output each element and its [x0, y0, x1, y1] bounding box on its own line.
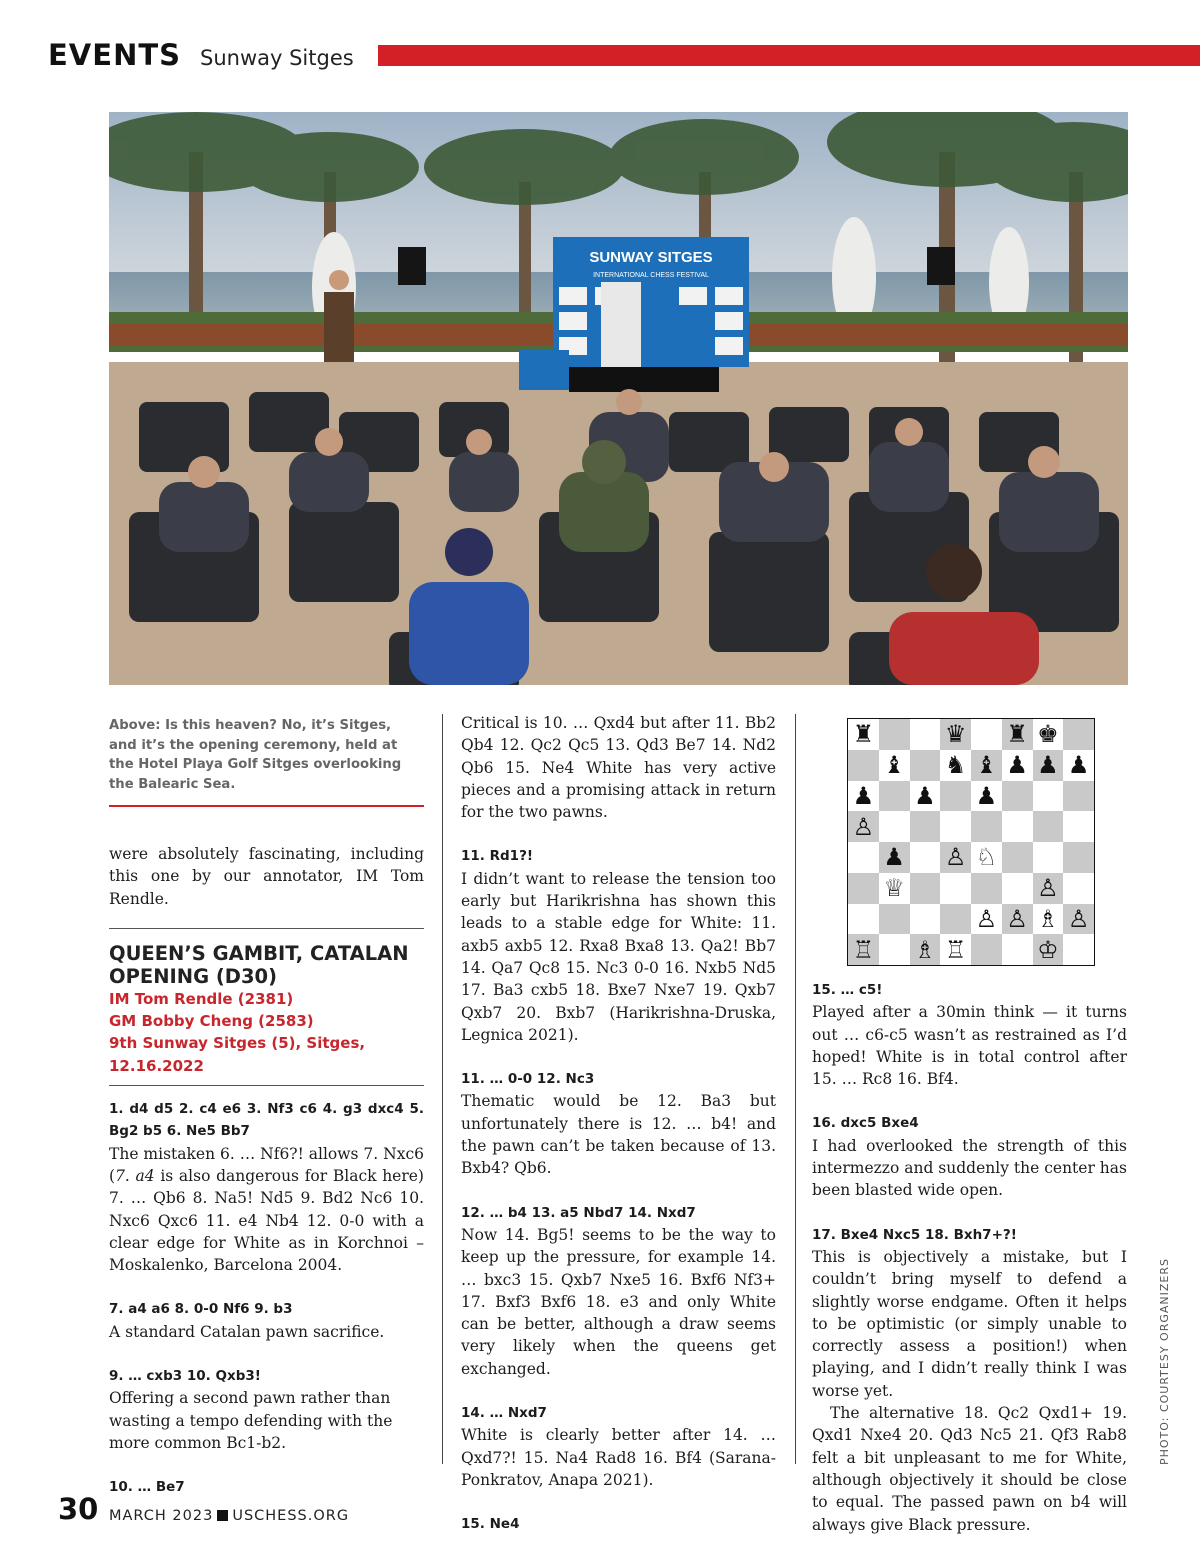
move-text: 7. a4 a6 8. 0-0 Nf6 9. b3 — [109, 1301, 293, 1318]
board-square — [940, 842, 971, 873]
move-text: 12. … b4 13. a5 Nbd7 14. Nxd7 — [461, 1204, 696, 1221]
column-1 — [109, 716, 424, 1499]
board-square — [848, 750, 879, 781]
board-square — [971, 842, 1002, 873]
board-square — [971, 811, 1002, 842]
white-bishop-icon: ♗ — [914, 935, 936, 964]
move-text: 17. Bxe4 Nxc5 18. Bxh7+?! — [812, 1226, 1017, 1243]
board-square — [1063, 719, 1094, 750]
board-square — [1002, 873, 1033, 904]
event-photo — [109, 112, 1128, 685]
website: USCHESS.ORG — [232, 1508, 350, 1524]
game-date: 12.16.2022 — [109, 1056, 204, 1075]
board-square — [910, 750, 941, 781]
black-bishop-icon: ♝ — [883, 751, 905, 780]
annotation-text: Critical is 10. … Qxd4 but after 11. Bb2 Qb4 12. Qc2 Qc5 13. Qd3 Be7 14. Nd2 Qb6 15. Ne4 White has very active pieces and a promising attack in return for the two pawns. — [461, 714, 776, 822]
board-square — [1033, 934, 1064, 965]
move-text: 11. … 0-0 12. Nc3 — [461, 1071, 595, 1088]
black-pawn-icon: ♟ — [975, 781, 998, 810]
white-pawn-icon: ♙ — [975, 904, 998, 933]
annotation-text: Played after a 30min think — it turns out … c6-c5 wasn’t as restrained as I’d hoped! White is in total control after 15. … Rc8 16. Bf4. — [812, 1003, 1127, 1089]
board-square — [940, 904, 971, 935]
annotation-text: Now 14. Bg5! seems to be the way to keep up the pressure, for example 14. … bxc3 15. Qxb7 Nxe5 16. Bxf6 Nf3+ 17. Bxf3 Bxf6 18. e3 and only White can be better, although a draw seems very likely when the queens get exchanged. — [461, 1225, 776, 1378]
column-3 — [812, 979, 1127, 1536]
board-square — [1033, 904, 1064, 935]
board-square — [940, 781, 971, 812]
event-name: 9th Sunway Sitges (5), Sitges, — [109, 1034, 366, 1053]
move-text: 9. … cxb3 10. Qxb3! — [109, 1368, 261, 1385]
board-square — [910, 904, 941, 935]
board-square — [940, 811, 971, 842]
black-knight-icon: ♞ — [944, 751, 967, 780]
board-square — [848, 904, 879, 935]
header-red-bar — [378, 45, 1200, 66]
white-rook-icon: ♖ — [944, 935, 967, 964]
white-rook-icon: ♖ — [852, 935, 875, 964]
board-square — [910, 811, 941, 842]
white-pawn-icon: ♙ — [852, 812, 875, 841]
annotation-text: I had overlooked the strength of this intermezzo and suddenly the center has been blasted wide open. — [812, 1136, 1127, 1200]
board-square — [1033, 873, 1064, 904]
move-text: 14. … Nxd7 — [461, 1405, 547, 1422]
board-square — [1063, 934, 1094, 965]
board-square — [971, 719, 1002, 750]
annotation-text: I didn’t want to release the tension too early but Harikrishna has shown this leads to a stable edge for White: 11. axb5 axb5 12. Rxa8 Bxa8 13. Qa2! Bb7 14. Qa7 Qc8 15. Nc3 0-0 16. Nxb5 Nd5 17. Ba3 cxb5 18. Bxe7 Nxe7 19. Qxb7 Qxb7 20. Bxb7 (Harikrishna-Druska, Legnica 2021). — [461, 869, 776, 1044]
board-square — [848, 934, 879, 965]
square-bullet-icon — [217, 1510, 228, 1521]
page-number: 30 — [58, 1492, 99, 1526]
move-text: 1. d4 d5 2. c4 e6 3. Nf3 c6 4. g3 dxc4 5. Bg2 b5 6. Ne5 Bb7 — [109, 1101, 424, 1140]
board-square — [971, 781, 1002, 812]
column-2 — [461, 712, 776, 1536]
annotation-text: The alternative 18. Qc2 Qxd1+ 19. Qxd1 Nxe4 20. Qd3 Nc5 21. Qf3 Rab8 felt a bit unpleasant to me for White, although objectively it should be close to equal. The passed pawn on b4 will always give Black pressure. — [812, 1404, 1127, 1534]
annotation-text: This is objectively a mistake, but I couldn’t bring myself to defend a slightly worse endgame. Often it helps to be optimistic (or simply unable to correctly assess a position!) when playing, and I didn’t really think I was worse yet. — [812, 1247, 1127, 1400]
black-queen-icon: ♛ — [944, 720, 967, 749]
board-square — [848, 719, 879, 750]
board-square — [848, 811, 879, 842]
section-subtitle: Sunway Sitges — [200, 46, 354, 70]
white-queen-icon: ♕ — [883, 874, 905, 903]
board-square — [971, 904, 1002, 935]
column-divider — [795, 714, 796, 1464]
banner-title: SUNWAY SITGES — [589, 249, 713, 266]
board-square — [1002, 904, 1033, 935]
board-square — [1002, 750, 1033, 781]
white-pawn-icon: ♙ — [1067, 904, 1090, 933]
board-square — [879, 719, 910, 750]
annotation-text: Thematic would be 12. Ba3 but unfortunately there is 12. … b4! and the pawn can’t be taken because of 13. Bxb4? Qb6. — [461, 1092, 776, 1178]
chess-diagram — [847, 718, 1095, 966]
black-king-icon: ♚ — [1037, 720, 1059, 749]
board-square — [910, 934, 941, 965]
board-square — [1063, 750, 1094, 781]
board-square — [1002, 719, 1033, 750]
photo-caption: Above: Is this heaven? No, it’s Sitges, and it’s the opening ceremony, held at the Hotel Playa Golf Sitges overlooking the Balearic Sea. — [109, 718, 402, 792]
black-pawn-icon: ♟ — [883, 843, 905, 872]
board-square — [1063, 842, 1094, 873]
white-pawn-icon: ♙ — [944, 843, 967, 872]
move-text: 10. … Be7 — [109, 1479, 185, 1496]
black-bishop-icon: ♝ — [975, 751, 998, 780]
board-square — [971, 934, 1002, 965]
board-square — [971, 873, 1002, 904]
white-player: IM Tom Rendle (2381) — [109, 989, 294, 1008]
board-square — [879, 842, 910, 873]
annotation-text: A standard Catalan pawn sacrifice. — [109, 1322, 385, 1341]
board-square — [848, 781, 879, 812]
board-square — [1063, 904, 1094, 935]
move-text: 15. … c5! — [812, 982, 883, 998]
intro-text: were absolutely fascinating, including this one by our annotator, IM Tom Rendle. — [109, 845, 424, 908]
white-knight-icon: ♘ — [975, 843, 998, 872]
photo-credit: PHOTO: COURTESY ORGANIZERS — [1158, 1258, 1171, 1465]
footer-issue — [109, 1508, 349, 1524]
board-square — [879, 811, 910, 842]
board-square — [879, 934, 910, 965]
board-square — [910, 781, 941, 812]
board-square — [1063, 873, 1094, 904]
board-square — [1033, 719, 1064, 750]
black-rook-icon: ♜ — [1006, 720, 1028, 749]
move-text: 15. Ne4 — [461, 1516, 520, 1533]
column-divider — [442, 714, 443, 1464]
board-square — [1063, 811, 1094, 842]
board-square — [1033, 811, 1064, 842]
board-square — [879, 781, 910, 812]
section-label: EVENTS — [48, 38, 182, 72]
banner-subtitle: INTERNATIONAL CHESS FESTIVAL — [593, 272, 709, 279]
black-pawn-icon: ♟ — [1037, 751, 1059, 780]
board-square — [879, 904, 910, 935]
board-square — [971, 750, 1002, 781]
board-square — [910, 873, 941, 904]
move-text: 16. dxc5 Bxe4 — [812, 1115, 919, 1132]
black-player: GM Bobby Cheng (2583) — [109, 1012, 314, 1031]
board-square — [848, 873, 879, 904]
white-pawn-icon: ♙ — [1037, 874, 1059, 903]
board-square — [1002, 934, 1033, 965]
board-square — [940, 750, 971, 781]
board-square — [1002, 811, 1033, 842]
white-bishop-icon: ♗ — [1037, 904, 1059, 933]
black-pawn-icon: ♟ — [1067, 751, 1090, 780]
board-square — [910, 842, 941, 873]
board-square — [1033, 750, 1064, 781]
annotation-text: Offering a second pawn rather than wasting a tempo defending with the more common Bc1-b2. — [109, 1389, 393, 1452]
board-square — [1033, 781, 1064, 812]
board-square — [1002, 842, 1033, 873]
game-title: QUEEN’S GAMBIT, CATALAN OPENING (D30) — [109, 941, 409, 988]
issue-date: MARCH 2023 — [109, 1508, 214, 1524]
board-square — [940, 719, 971, 750]
move-text: 11. Rd1?! — [461, 848, 534, 865]
black-pawn-icon: ♟ — [852, 781, 875, 810]
board-square — [1033, 842, 1064, 873]
board-square — [1002, 781, 1033, 812]
board-square — [879, 873, 910, 904]
board-square — [848, 842, 879, 873]
white-pawn-icon: ♙ — [1006, 904, 1028, 933]
board-square — [910, 719, 941, 750]
board-square — [940, 873, 971, 904]
annotation-text: The mistaken 6. … Nf6?! allows 7. Nxc6 (7. a4 is also dangerous for Black here) 7. … Qb6 8. Na5! Nd5 9. Bd2 Nc6 10. Nxc6 Qxc6 11. e4 Nb4 12. 0-0 with a clear edge for White as in Korchnoi – Moskalenko, Barcelona 2004. — [109, 1144, 424, 1275]
board-square — [940, 934, 971, 965]
white-king-icon: ♔ — [1037, 935, 1059, 964]
board-square — [879, 750, 910, 781]
annotation-text: White is clearly better after 14. … Qxd7?! 15. Na4 Rad8 16. Bf4 (Sarana-Ponkratov, Anapa 2021). — [461, 1426, 776, 1489]
black-pawn-icon: ♟ — [1006, 751, 1028, 780]
black-pawn-icon: ♟ — [914, 781, 936, 810]
black-rook-icon: ♜ — [852, 720, 875, 749]
board-square — [1063, 781, 1094, 812]
